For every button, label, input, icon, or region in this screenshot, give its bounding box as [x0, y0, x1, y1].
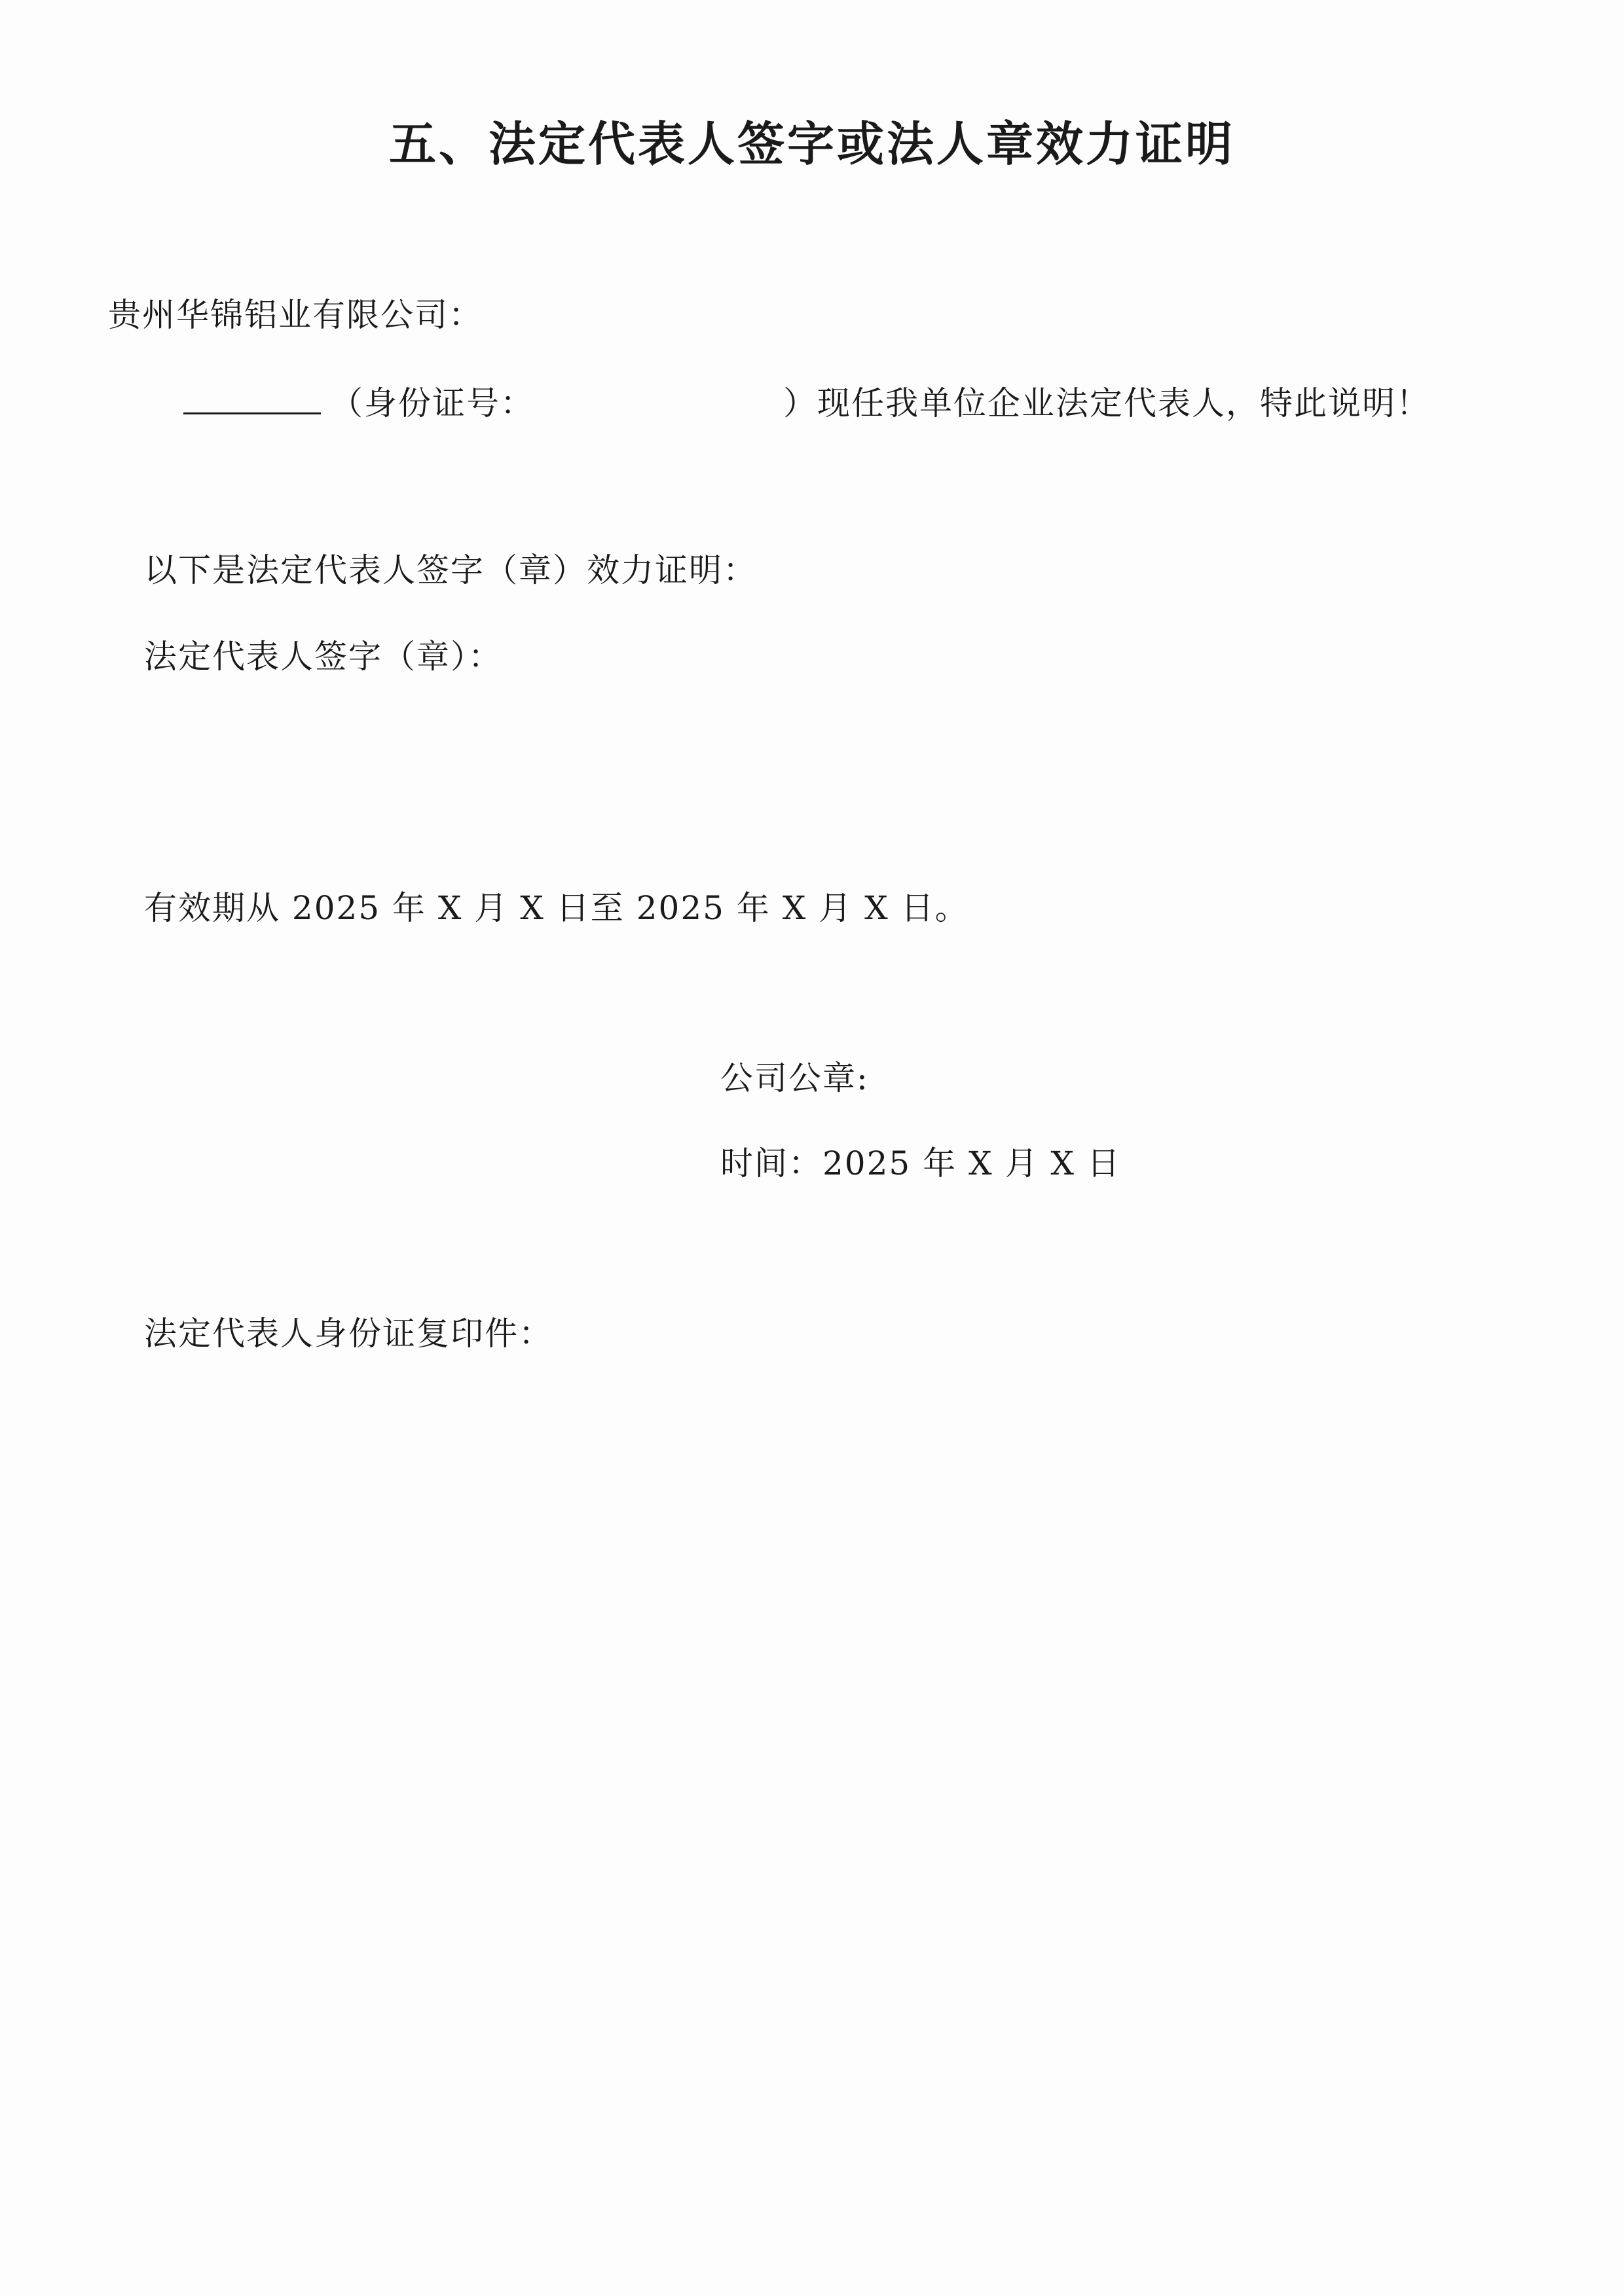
- company-seal-label: 公司公章:: [720, 1059, 869, 1097]
- id-number-open: （身份证号：: [330, 384, 534, 422]
- date-line: 时间：2025 年 X 月 X 日: [720, 1144, 1121, 1182]
- representative-statement: [183, 377, 1430, 426]
- signature-label: 法定代表人签字（章）：: [144, 638, 502, 676]
- addressee: 贵州华锦铝业有限公司：: [108, 296, 483, 334]
- id-copy-label: 法定代表人身份证复印件：: [144, 1315, 553, 1353]
- representative-declaration: ）现任我单位企业法定代表人，特此说明！: [783, 384, 1430, 422]
- page-title: 五、法定代表人签字或法人章效力证明: [388, 116, 1235, 172]
- validity-period: 有效期从 2025 年 X 月 X 日至 2025 年 X 月 X 日。: [144, 889, 969, 927]
- name-blank: [183, 377, 321, 414]
- certificate-intro: 以下是法定代表人签字（章）效力证明：: [144, 551, 757, 589]
